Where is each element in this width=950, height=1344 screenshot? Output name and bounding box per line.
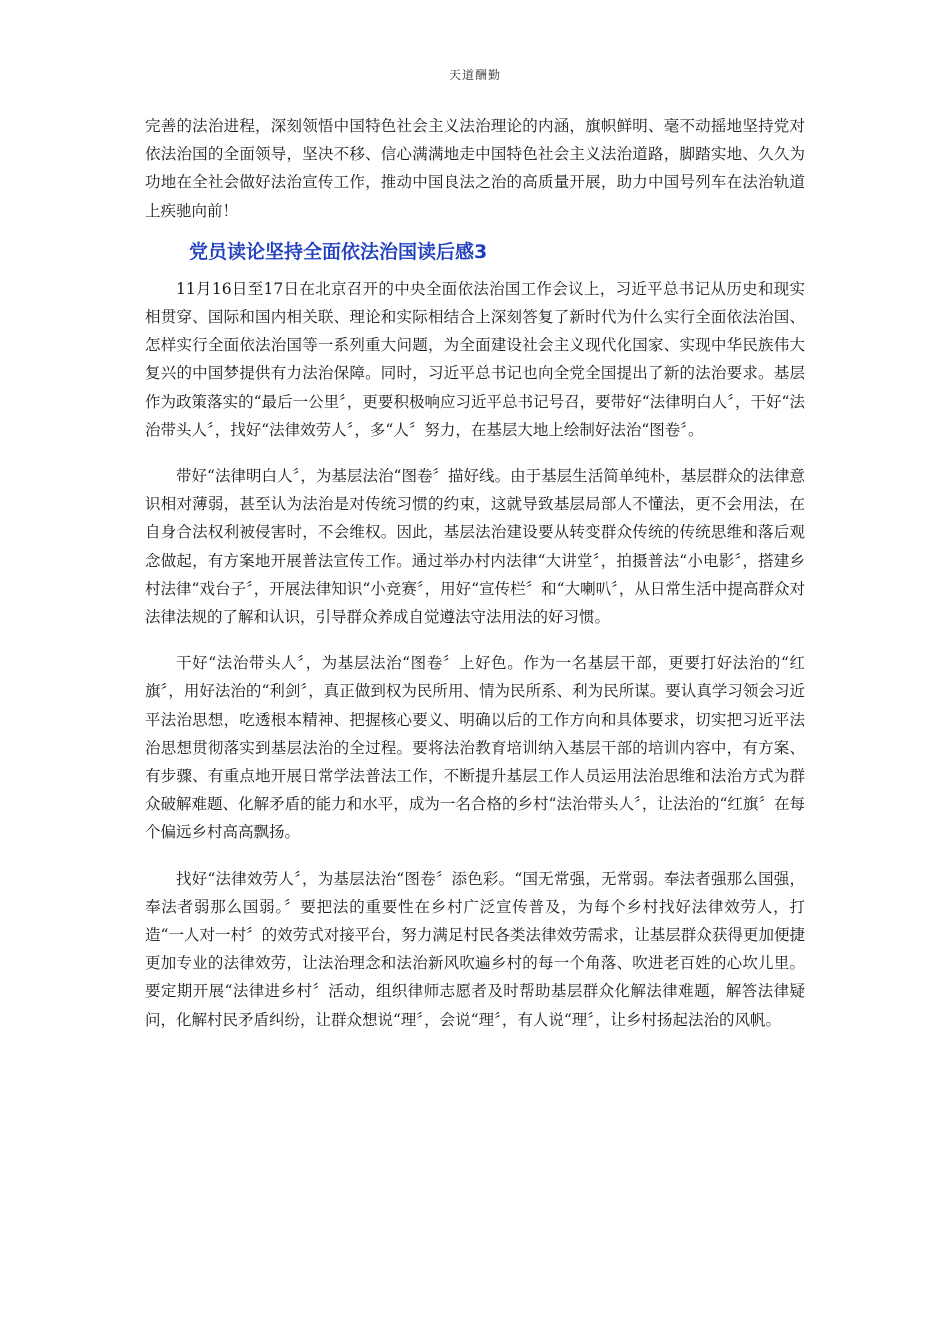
body-paragraph: 11月16日至17日在北京召开的中央全面依法治国工作会议上，习近平总书记从历史和现实相贯穿、国际和国内相关联、理论和实际相结合上深刻答复了新时代为什么实行全面依法治国、怎样实行全面依法治国等一系列重大问题，为全面建设社会主义现代化国家、实现中华民族伟大复兴的中国梦提供有力法治保障。同时，习近平总书记也向全党全国提出了新的法治要求。基层作为政策落实的“最后一公里〞，更要积极响应习近平总书记号召，要带好“法律明白人〞，干好“法治带头人〞，找好“法律效劳人〞，多“人〞努力，在基层大地上绘制好法治“图卷〞。 — [145, 279, 805, 439]
document-body — [145, 112, 805, 1034]
section-title: 党员读论坚持全面依法治国读后感3 — [189, 240, 488, 263]
page-header: 天道酬勤 — [448, 68, 501, 82]
body-paragraph: 干好“法治带头人〞，为基层法治“图卷〞上好色。作为一名基层干部，更要打好法治的“红旗〞，用好法治的“利剑〞，真正做到权为民所用、情为民所系、利为民所谋。要认真学习领会习近平法治思想，吃透根本精神、把握核心要义、明确以后的工作方向和具体要求，切实把习近平法治思想贯彻落实到基层法治的全过程。要将法治教育培训纳入基层干部的培训内容中，有方案、有步骤、有重点地开展日常学法普法工作，不断提升基层工作人员运用法治思维和法治方式为群众破解难题、化解矛盾的能力和水平，成为一名合格的乡村“法治带头人〞，让法治的“红旗〞在每个偏远乡村高高飘扬。 — [145, 654, 805, 842]
body-paragraph: 带好“法律明白人〞，为基层法治“图卷〞描好线。由于基层生活简单纯朴，基层群众的法律意识相对薄弱，甚至认为法治是对传统习惯的约束，这就导致基层局部人不懂法，更不会用法，在自身合法权利被侵害时，不会维权。因此，基层法治建设要从转变群众传统的传统思维和落后观念做起，有方案地开展普法宣传工作。通过举办村内法律“大讲堂〞，拍摄普法“小电影〞，搭建乡村法律“戏台子〞，开展法律知识“小竞赛〞，用好“宣传栏〞和“大喇叭〞，从日常生活中提高群众对法律法规的了解和认识，引导群众养成自觉遵法守法用法的好习惯。 — [145, 467, 805, 627]
intro-paragraph: 完善的法治进程，深刻领悟中国特色社会主义法治理论的内涵，旗帜鲜明、毫不动摇地坚持党对依法治国的全面领导，坚决不移、信心满满地走中国特色社会主义法治道路，脚踏实地、久久为功地在全社会做好法治宣传工作，推动中国良法之治的高质量开展，助力中国号列车在法治轨道上疾驰向前！ — [145, 117, 805, 220]
body-paragraph: 找好“法律效劳人〞，为基层法治“图卷〞添色彩。“国无常强，无常弱。奉法者强那么国强，奉法者弱那么国弱。〞要把法的重要性在乡村广泛宣传普及，为每个乡村找好法律效劳人，打造“一人对一村〞的效劳式对接平台，努力满足村民各类法律效劳需求，让基层群众获得更加便捷更加专业的法律效劳，让法治理念和法治新风吹遍乡村的每一个角落、吹进老百姓的心坎儿里。要定期开展“法律进乡村〞活动，组织律师志愿者及时帮助基层群众化解法律难题，解答法律疑问，化解村民矛盾纠纷，让群众想说“理〞，会说“理〞，有人说“理〞，让乡村扬起法治的风帆。 — [145, 869, 805, 1029]
